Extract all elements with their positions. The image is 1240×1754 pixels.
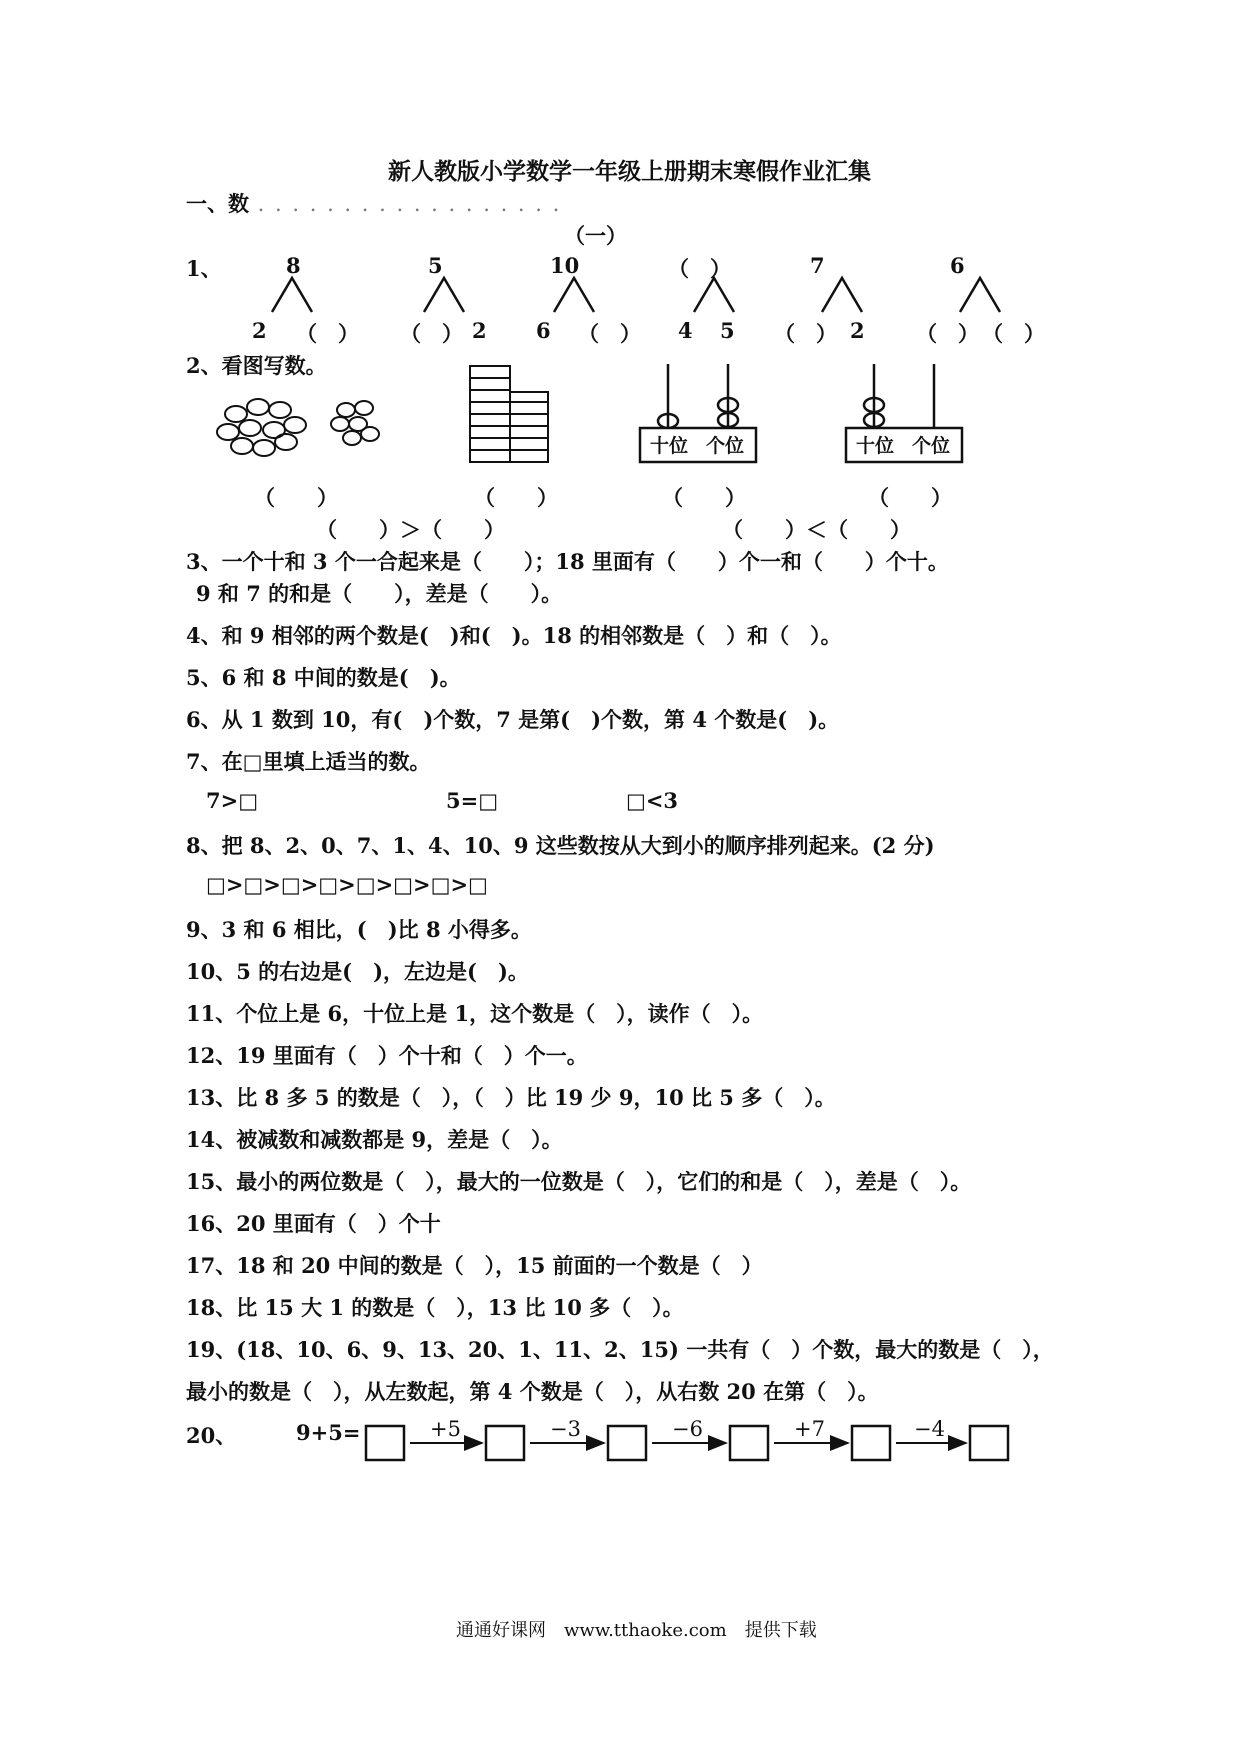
q1-bottom-6: （ ） xyxy=(578,321,641,346)
q1-bottom-4: 2 xyxy=(472,318,487,343)
q14-text: 14、被减数和减数都是 9，差是（ ）。 xyxy=(186,1127,563,1152)
q1-bottom-2: （ ） xyxy=(296,321,359,346)
q1-bottom-5: 6 xyxy=(536,318,551,343)
q20-box-6[interactable] xyxy=(970,1426,1008,1460)
q7-item-1[interactable]: 7>□ xyxy=(206,788,259,813)
q1-top-2: 5 xyxy=(428,253,443,278)
q19-line-1: 19、(18、10、6、9、13、20、1、11、2、15) 一共有（ ）个数，最大的数是（ ）， xyxy=(186,1337,1054,1362)
q20-box-2[interactable] xyxy=(486,1426,524,1460)
q10-text: 10、5 的右边是( )，左边是( )。 xyxy=(186,959,529,984)
q18-text: 18、比 15 大 1 的数是（ ），13 比 10 多（ ）。 xyxy=(186,1295,684,1320)
q19-line-2: 最小的数是（ ），从左数起，第 4 个数是（ ），从右数 20 在第（ ）。 xyxy=(186,1379,879,1404)
q13-text: 13、比 8 多 5 的数是（ ），（ ）比 19 少 9，10 比 5 多（ ）。 xyxy=(186,1085,836,1110)
q20-op-5: −4 xyxy=(914,1417,945,1441)
q20-op-2: −3 xyxy=(550,1417,581,1441)
footer-credit: 通通好课网 www.tthaoke.com 提供下载 xyxy=(456,1620,817,1641)
q7-item-2[interactable]: 5=□ xyxy=(446,788,499,813)
q1-bottom-1: 2 xyxy=(252,318,267,343)
q1-top-4: （ ） xyxy=(668,256,731,281)
q7-text: 7、在□里填上适当的数。 xyxy=(186,749,431,774)
q20-box-4[interactable] xyxy=(730,1426,768,1460)
q1-label: 1、 xyxy=(186,256,222,281)
q20-box-1[interactable] xyxy=(366,1426,404,1460)
abacus-right-ones-label: 个位 xyxy=(912,435,951,457)
q1-bottom-12: （ ） xyxy=(982,321,1045,346)
q3-line-2: 9 和 7 的和是（ ），差是（ ）。 xyxy=(196,581,563,606)
q7-item-3[interactable]: □<3 xyxy=(626,788,679,813)
q2-label: 2、看图写数。 xyxy=(186,353,327,378)
q3-line-1: 3、一个十和 3 个一合起来是（ ）；18 里面有（ ）个一和（ ）个十。 xyxy=(186,549,949,574)
q20-start: 9+5= xyxy=(296,1420,361,1445)
circle-cluster-icon xyxy=(331,401,379,445)
abacus-left-tens-label: 十位 xyxy=(650,435,689,457)
page-title: 新人教版小学数学一年级上册期末寒假作业汇集 xyxy=(388,158,871,185)
q11-text: 11、个位上是 6，十位上是 1，这个数是（ ），读作（ ）。 xyxy=(186,1001,764,1026)
q12-text: 12、19 里面有（ ）个十和（ ）个一。 xyxy=(186,1043,588,1068)
q1-bottom-8: 5 xyxy=(720,318,735,343)
q2-blank-4[interactable]: （ ） xyxy=(868,485,952,510)
q15-text: 15、最小的两位数是（ ），最大的一位数是（ ），它们的和是（ ），差是（ ）。 xyxy=(186,1169,972,1194)
q1-bottom-3: （ ） xyxy=(400,321,463,346)
q1-top-1: 8 xyxy=(286,253,301,278)
q1-bottom-7: 4 xyxy=(678,318,693,343)
q2-pictures xyxy=(0,0,1240,480)
q1-top-5: 7 xyxy=(810,253,825,278)
q2-blank-1[interactable]: （ ） xyxy=(254,485,338,510)
section-heading: 一、数 . . . . . . . . . . . . . . . . . . xyxy=(186,191,562,216)
q1-top-3: 10 xyxy=(550,253,580,278)
q20-box-3[interactable] xyxy=(608,1426,646,1460)
q9-text: 9、3 和 6 相比，( )比 8 小得多。 xyxy=(186,917,532,942)
q2-blank-2[interactable]: （ ） xyxy=(474,485,558,510)
q20-label: 20、 xyxy=(186,1423,237,1448)
q8-text: 8、把 8、2、0、7、1、4、10、9 这些数按从大到小的顺序排列起来。(2 分) xyxy=(186,833,935,858)
q2-blank-3[interactable]: （ ） xyxy=(662,485,746,510)
q2-compare-greater[interactable]: （ ）＞（ ） xyxy=(316,517,505,542)
q1-top-6: 6 xyxy=(950,253,965,278)
subsection-heading: （一） xyxy=(564,223,627,248)
abacus-left-ones-label: 个位 xyxy=(706,435,745,457)
q2-compare-less[interactable]: （ ）＜（ ） xyxy=(722,517,911,542)
q16-text: 16、20 里面有（ ）个十 xyxy=(186,1211,441,1236)
q1-bottom-10: 2 xyxy=(850,318,865,343)
q1-bottom-9: （ ） xyxy=(774,321,837,346)
circle-ring-icon xyxy=(217,399,306,456)
q6-text: 6、从 1 数到 10，有( )个数，7 是第( )个数，第 4 个数是( )。 xyxy=(186,707,840,732)
q4-text: 4、和 9 相邻的两个数是( )和( )。18 的相邻数是（ ）和（ ）。 xyxy=(186,623,842,648)
stacked-blocks-icon xyxy=(470,366,548,462)
q20-op-4: +7 xyxy=(794,1417,825,1441)
q17-text: 17、18 和 20 中间的数是（ ），15 前面的一个数是（ ） xyxy=(186,1253,763,1278)
q5-text: 5、6 和 8 中间的数是( )。 xyxy=(186,665,461,690)
q20-chain xyxy=(0,1400,1240,1480)
q20-op-3: −6 xyxy=(672,1417,703,1441)
abacus-right-tens-label: 十位 xyxy=(856,435,895,457)
q20-box-5[interactable] xyxy=(852,1426,890,1460)
q20-op-1: +5 xyxy=(430,1417,461,1441)
q8-order-boxes[interactable]: □>□>□>□>□>□>□>□ xyxy=(206,872,488,897)
q1-bottom-11: （ ） xyxy=(916,321,979,346)
